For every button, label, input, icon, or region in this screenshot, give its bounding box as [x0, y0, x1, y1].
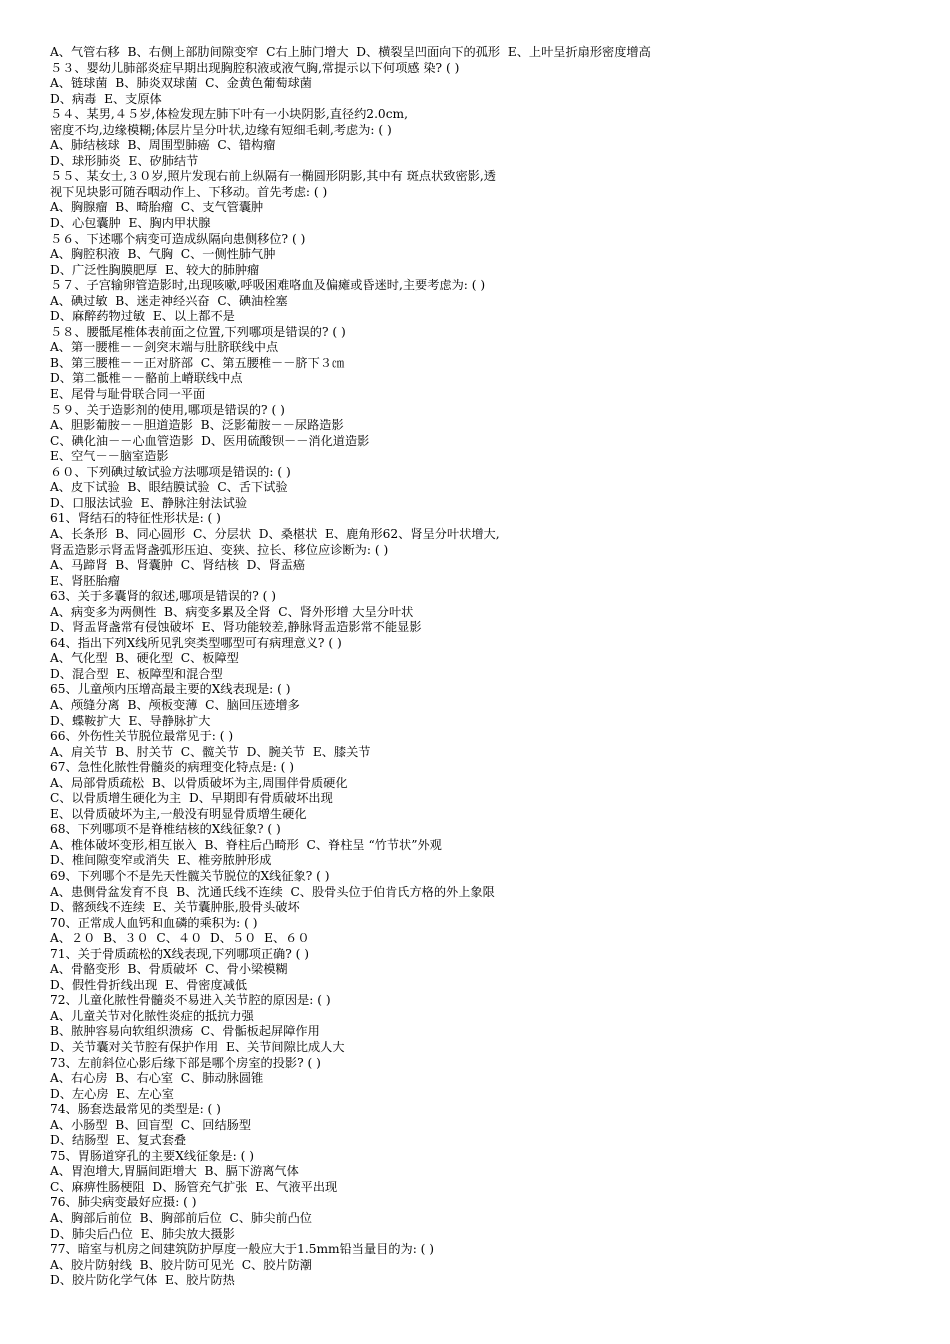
- text-line: A、胸部后前位 B、胸部前后位 C、肺尖前凸位: [50, 1211, 312, 1226]
- text-line: ５５、某女士,３０岁,照片发现右前上纵隔有一椭圆形阴影,其中有 斑点状致密影,透: [50, 169, 496, 184]
- text-line: E、空气－－脑室造影: [50, 449, 169, 464]
- text-line: 视下见块影可随吞咽动作上、下移动。首先考虑: ( ): [50, 184, 328, 199]
- text-line: A、皮下试验 B、眼结膜试验 C、舌下试验: [50, 480, 288, 495]
- text-line: A、长条形 B、同心圆形 C、分层状 D、桑椹状 E、鹿角形62、肾呈分叶状增大,: [50, 526, 500, 541]
- text-line: A、椎体破坏变形,相互嵌入 B、脊柱后凸畸形 C、脊柱呈 “竹节状”外观: [50, 837, 442, 852]
- text-line: A、局部骨质疏松 B、以骨质破坏为主,周围伴骨质硬化: [50, 775, 348, 790]
- text-line: A、骨骼变形 B、骨质破坏 C、骨小梁模糊: [50, 962, 288, 977]
- text-line: D、假性骨折线出现 E、骨密度减低: [50, 977, 248, 992]
- text-line: 71、关于骨质疏松的X线表现,下列哪项正确? ( ): [50, 946, 310, 961]
- text-line: 73、左前斜位心影后缘下部是哪个房室的投影? ( ): [50, 1055, 321, 1070]
- text-line: A、患侧骨盆发育不良 B、沈通氏线不连续 C、股骨头位于伯肯氏方格的外上象限: [50, 884, 495, 899]
- text-line: C、碘化油－－心血管造影 D、医用硫酸钡－－消化道造影: [50, 433, 370, 448]
- text-line: C、麻痹性肠梗阻 D、肠管充气扩张 E、气液平出现: [50, 1179, 338, 1194]
- text-line: D、蝶鞍扩大 E、导静脉扩大: [50, 713, 211, 728]
- text-line: 61、肾结石的特征性形状是: ( ): [50, 511, 221, 526]
- text-line: A、肺结核球 B、周围型肺癌 C、错构瘤: [50, 138, 276, 153]
- text-line: E、尾骨与耻骨联合同一平面: [50, 387, 206, 402]
- text-line: 密度不均,边缘模糊;体层片呈分叶状,边缘有短细毛刺,考虑为: ( ): [50, 122, 392, 137]
- text-line: E、以骨质破坏为主,一般没有明显骨质增生硬化: [50, 806, 307, 821]
- text-line: 72、儿童化脓性骨髓炎不易进入关节腔的原因是: ( ): [50, 993, 331, 1008]
- text-line: A、儿童关节对化脓性炎症的抵抗力强: [50, 1008, 254, 1023]
- text-line: C、以骨质增生硬化为主 D、早期即有骨质破坏出现: [50, 791, 333, 806]
- text-line: D、椎间隙变窄或消失 E、椎旁脓肿形成: [50, 853, 272, 868]
- text-line: ５６、下述哪个病变可造成纵隔向患侧移位? ( ): [50, 231, 306, 246]
- text-line: ５７、子宫输卵管造影时,出现咳嗽,呼吸困难咯血及偏瘫或昏迷时,主要考虑为: ( ): [50, 278, 486, 293]
- text-line: D、胶片防化学气体 E、胶片防热: [50, 1273, 235, 1288]
- text-line: 63、关于多囊肾的叙述,哪项是错误的? ( ): [50, 589, 276, 604]
- text-line: B、第三腰椎－－正对脐部 C、第五腰椎－－脐下３㎝: [50, 355, 345, 370]
- exam-question-text: [50, 45, 910, 1289]
- text-line: A、肩关节 B、肘关节 C、髋关节 D、腕关节 E、膝关节: [50, 744, 371, 759]
- text-line: 69、下列哪个不是先天性髋关节脱位的X线征象? ( ): [50, 868, 330, 883]
- text-line: A、胸腺瘤 B、畸胎瘤 C、支气管囊肿: [50, 200, 264, 215]
- text-line: D、口服法试验 E、静脉注射法试验: [50, 495, 248, 510]
- text-line: B、脓肿容易向软组织溃疡 C、骨骺板起屏障作用: [50, 1024, 320, 1039]
- text-line: A、胃泡增大,胃膈间距增大 B、膈下游离气体: [50, 1164, 299, 1179]
- text-line: D、肾盂肾盏常有侵蚀破坏 E、肾功能较差,静脉肾盂造影常不能显影: [50, 620, 422, 635]
- text-line: A、第一腰椎－－剑突末端与肚脐联线中点: [50, 340, 279, 355]
- text-line: A、颅缝分离 B、颅板变薄 C、脑回压迹增多: [50, 697, 300, 712]
- text-line: ５９、关于造影剂的使用,哪项是错误的? ( ): [50, 402, 285, 417]
- text-line: 70、正常成人血钙和血磷的乘积为: ( ): [50, 915, 258, 930]
- text-line: D、麻醉药物过敏 E、以上都不是: [50, 309, 235, 324]
- text-line: D、病毒 E、支原体: [50, 91, 162, 106]
- text-line: 64、指出下列X线所见乳突类型哪型可有病理意义? ( ): [50, 635, 342, 650]
- text-line: A、小肠型 B、回盲型 C、回结肠型: [50, 1117, 252, 1132]
- text-line: A、胶片防射线 B、胶片防可见光 C、胶片防潮: [50, 1257, 312, 1272]
- text-line: D、广泛性胸膜肥厚 E、较大的肺肿瘤: [50, 262, 260, 277]
- text-line: A、病变多为两侧性 B、病变多累及全肾 C、肾外形增 大呈分叶状: [50, 604, 414, 619]
- text-line: E、肾胚胎瘤: [50, 573, 120, 588]
- text-line: D、混合型 E、板障型和混合型: [50, 666, 223, 681]
- text-line: 68、下列哪项不是脊椎结核的X线征象? ( ): [50, 822, 281, 837]
- text-line: 67、急性化脓性骨髓炎的病理变化特点是: ( ): [50, 760, 295, 775]
- text-line: A、胸腔积液 B、气胸 C、一侧性肺气肿: [50, 247, 276, 262]
- text-line: 66、外伤性关节脱位最常见于: ( ): [50, 729, 234, 744]
- text-line: D、髂颈线不连续 E、关节囊肿胀,股骨头破坏: [50, 900, 300, 915]
- text-line: A、链球菌 B、肺炎双球菌 C、金黄色葡萄球菌: [50, 76, 312, 91]
- text-line: D、球形肺炎 E、矽肺结节: [50, 153, 199, 168]
- text-line: A、碘过敏 B、迷走神经兴奋 C、碘油栓塞: [50, 293, 288, 308]
- text-line: A、马蹄肾 B、肾囊肿 C、肾结核 D、肾盂癌: [50, 558, 306, 573]
- text-line: A、２０ B、３０ C、４０ D、５０ E、６０: [50, 931, 310, 946]
- text-line: ５８、腰骶尾椎体表前面之位置,下列哪项是错误的? ( ): [50, 324, 346, 339]
- text-line: A、气管右移 B、右侧上部肋间隙变窄 C右上肺门增大 D、横裂呈凹面向下的孤形 E、上叶呈折扇形密度增高: [50, 45, 651, 59]
- text-line: A、右心房 B、右心室 C、肺动脉圆锥: [50, 1071, 264, 1086]
- text-line: D、肺尖后凸位 E、肺尖放大摄影: [50, 1226, 235, 1241]
- text-line: ５３、婴幼儿肺部炎症早期出现胸腔积液或液气胸,常提示以下何项感 染? ( ): [50, 60, 460, 75]
- text-line: D、结肠型 E、复式套叠: [50, 1133, 187, 1148]
- text-line: ６０、下列碘过敏试验方法哪项是错误的: ( ): [50, 464, 291, 479]
- text-line: ５４、某男,４５岁,体检发现左肺下叶有一小块阴影,直径约2.0cm,: [50, 107, 408, 122]
- text-line: D、左心房 E、左心室: [50, 1086, 174, 1101]
- text-line: D、第二骶椎－－骼前上嵴联线中点: [50, 371, 243, 386]
- text-line: 76、肺尖病变最好应摄: ( ): [50, 1195, 197, 1210]
- text-line: A、胆影葡胺－－胆道造影 B、泛影葡胺－－尿路造影: [50, 418, 344, 433]
- text-line: D、关节囊对关节腔有保护作用 E、关节间隙比成人大: [50, 1040, 345, 1054]
- text-line: 65、儿童颅内压增高最主要的X线表现是: ( ): [50, 682, 291, 697]
- text-line: 77、暗室与机房之间建筑防护厚度一般应大于1.5mm铅当量目的为: ( ): [50, 1242, 435, 1257]
- text-line: 74、肠套迭最常见的类型是: ( ): [50, 1102, 221, 1117]
- text-line: D、心包囊肿 E、胸内甲状腺: [50, 216, 211, 231]
- text-line: 75、胃肠道穿孔的主要X线征象是: ( ): [50, 1148, 254, 1163]
- text-line: A、气化型 B、硬化型 C、板障型: [50, 651, 239, 666]
- text-line: 肾盂造影示肾盂肾盏弧形压迫、变狭、拉长、移位应诊断为: ( ): [50, 542, 389, 557]
